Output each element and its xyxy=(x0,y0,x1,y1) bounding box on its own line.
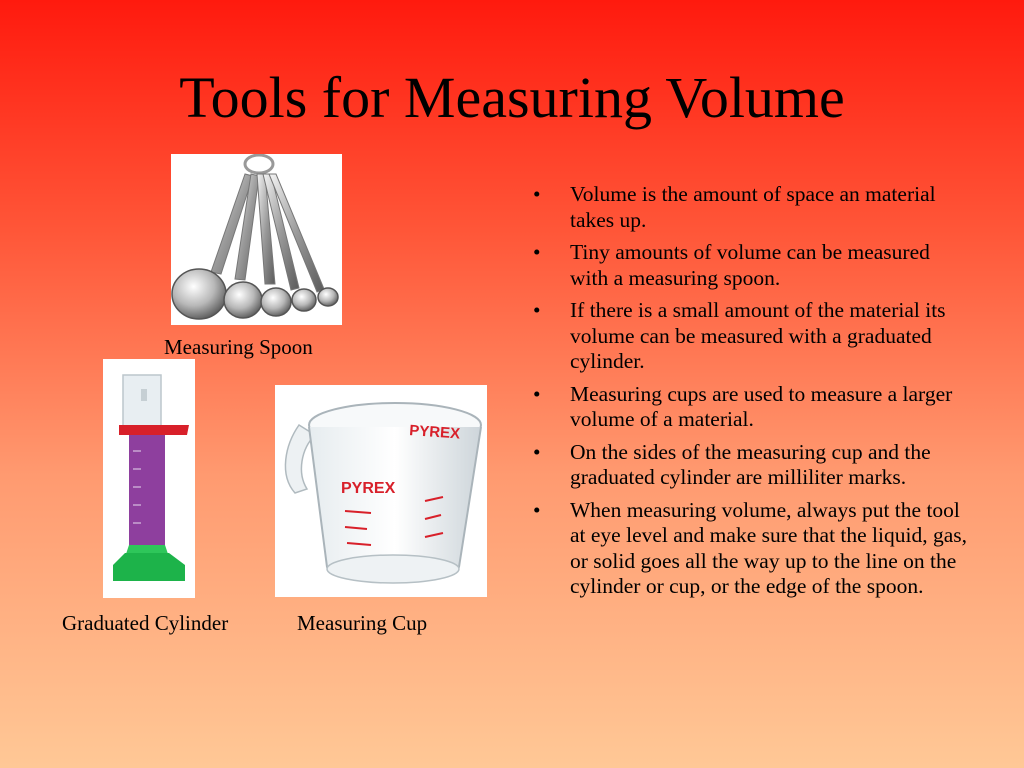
bullet-dot: • xyxy=(533,298,541,322)
bullet-item xyxy=(530,382,970,433)
measuring-spoon-caption: Measuring Spoon xyxy=(164,335,313,359)
bullet-dot: • xyxy=(533,240,541,264)
bullet-text: When measuring volume, always put the tool at eye level and make sure that the liquid, gas, or solid goes all the way up to the line on the cylinder or cup, or the edge of the spoon. xyxy=(570,497,968,598)
bullet-list xyxy=(530,182,970,607)
bullet-dot: • xyxy=(533,497,541,522)
bullet-dot: • xyxy=(533,439,541,464)
bullet-item xyxy=(530,240,970,291)
graduated-cylinder-image xyxy=(103,359,195,598)
measuring-spoon-image xyxy=(171,154,342,325)
bullet-text: Volume is the amount of space an material takes up. xyxy=(570,182,936,232)
bullet-item xyxy=(530,182,970,233)
bullet-item xyxy=(530,498,970,600)
bullet-text: On the sides of the measuring cup and the graduated cylinder are milliliter marks. xyxy=(570,439,931,489)
graduated-cylinder-caption: Graduated Cylinder xyxy=(62,611,229,635)
bullet-item xyxy=(530,298,970,375)
bullet-text: Measuring cups are used to measure a larger volume of a material. xyxy=(570,381,953,431)
pyrex-logo-top: PYREX xyxy=(408,422,461,443)
bullet-text: If there is a small amount of the material its volume can be measured with a graduated cylinder. xyxy=(570,298,946,373)
bullet-dot: • xyxy=(533,182,541,206)
bullet-text: Tiny amounts of volume can be measured with a measuring spoon. xyxy=(570,240,930,290)
bullet-dot: • xyxy=(533,381,541,406)
slide-title: Tools for Measuring Volume xyxy=(179,65,845,130)
bullet-item xyxy=(530,440,970,491)
measuring-cup-caption: Measuring Cup xyxy=(297,611,428,635)
pyrex-logo-front: PYREX xyxy=(341,480,396,497)
measuring-cup-image xyxy=(275,385,487,597)
